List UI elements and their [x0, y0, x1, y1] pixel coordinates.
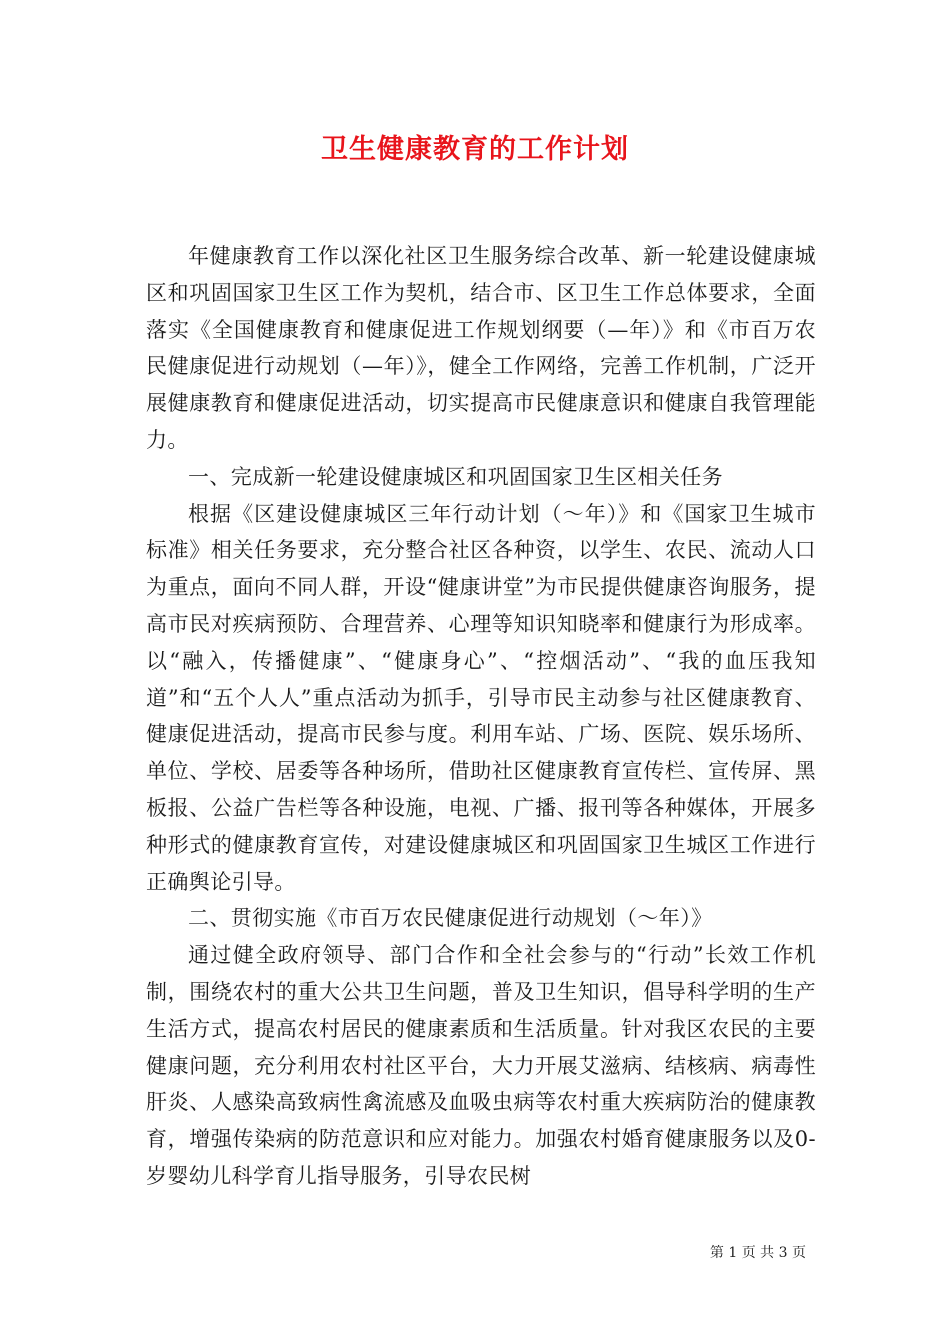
document-title: 卫生健康教育的工作计划: [321, 134, 629, 165]
intro-paragraph: 年健康教育工作以深化社区卫生服务综合改革、新一轮建设健康城区和巩固国家卫生区工作为契机，结合市、区卫生工作总体要求，全面落实《全国健康教育和健康促进工作规划纲要（—年）》和《市百万农民健康促进行动规划（—年）》，健全工作网络，完善工作机制，广泛开展健康教育和健康促进活动，切实提高市民健康意识和健康自我管理能力。: [146, 244, 816, 452]
page-number-footer: 第 1 页 共 3 页: [709, 1245, 806, 1261]
section-2-paragraph: 通过健全政府领导、部门合作和全社会参与的“行动”长效工作机制，围绕农村的重大公共卫生问题，普及卫生知识，倡导科学明的生产生活方式，提高农村居民的健康素质和生活质量。针对我区农民的主要健康问题，充分利用农村社区平台，大力开展艾滋病、结核病、病毒性肝炎、人感染高致病性禽流感及血吸虫病等农村重大疾病防治的健康教育，增强传染病的防范意识和应对能力。加强农村婚育健康服务以及0-岁婴幼儿科学育儿指导服务，引导农民树: [146, 943, 816, 1188]
section-heading-1: 一、完成新一轮建设健康城区和巩固国家卫生区相关任务: [188, 464, 723, 489]
section-1-paragraph: 根据《区建设健康城区三年行动计划（～年）》和《国家卫生城市标准》相关任务要求，充分整合社区各种资，以学生、农民、流动人口为重点，面向不同人群，开设“健康讲堂”为市民提供健康咨询服务，提高市民对疾病预防、合理营养、心理等知识知晓率和健康行为形成率。以“融入，传播健康”、“健康身心”、“控烟活动”、“我的血压我知道”和“五个人人”重点活动为抓手，引导市民主动参与社区健康教育、健康促进活动，提高市民参与度。利用车站、广场、医院、娱乐场所、单位、学校、居委等各种场所，借助社区健康教育宣传栏、宣传屏、黑板报、公益广告栏等各种设施，电视、广播、报刊等各种媒体，开展多种形式的健康教育宣传，对建设健康城区和巩固国家卫生城区工作进行正确舆论引导。: [146, 501, 816, 894]
section-heading-2: 二、贯彻实施《市百万农民健康促进行动规划（～年）》: [188, 906, 713, 931]
document-body: [146, 238, 816, 1195]
